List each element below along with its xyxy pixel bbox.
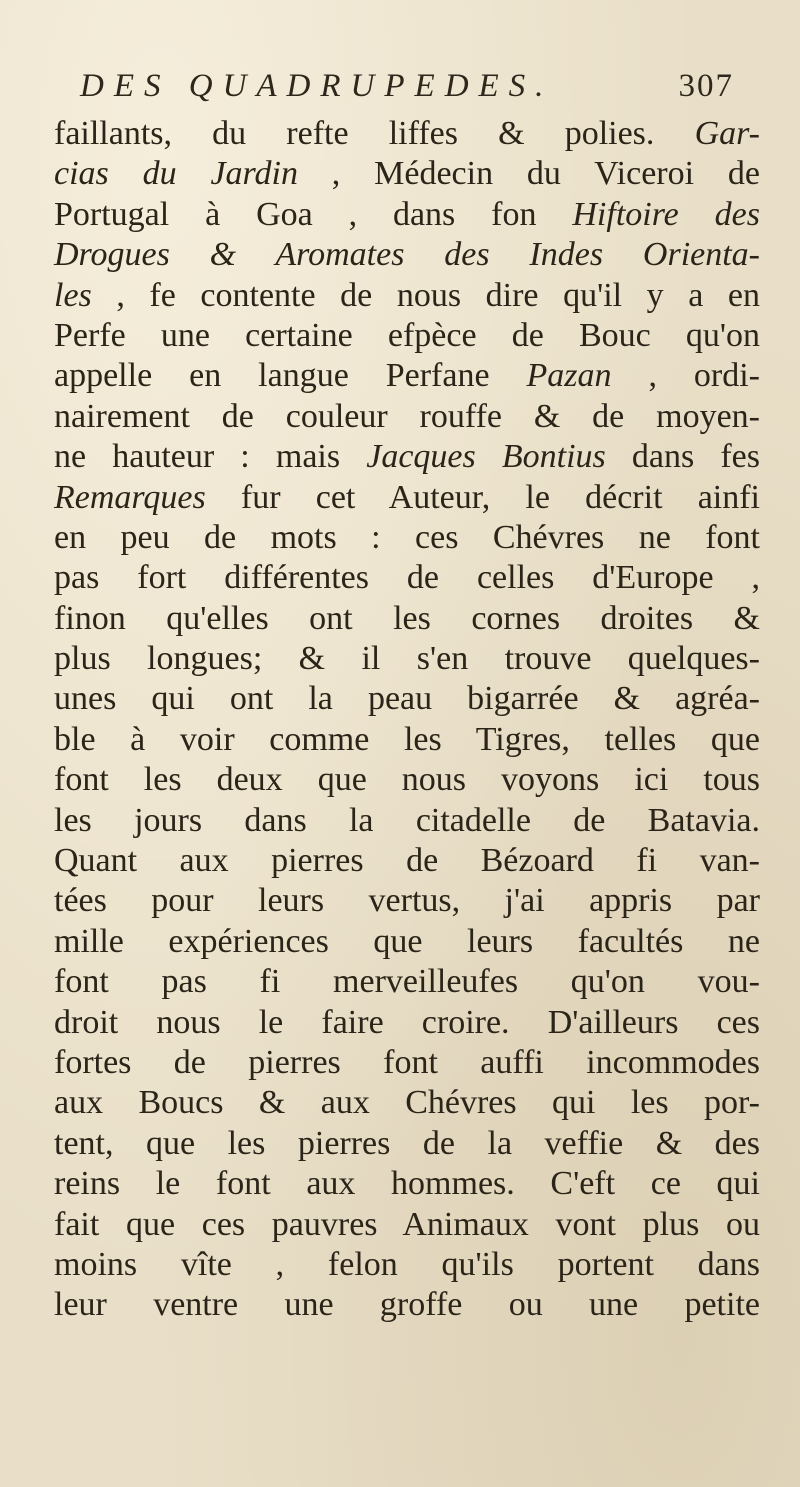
text-run: leur ventre une groffe ou une petite — [54, 1286, 760, 1324]
text-line — [54, 235, 760, 275]
text-run: moins vîte , felon qu'ils portent dans — [54, 1245, 760, 1283]
text-line — [54, 478, 760, 518]
text-run: reins le font aux hommes. C'eft ce qui — [54, 1165, 760, 1203]
text-run: finon qu'elles ont les cornes droites & — [54, 599, 760, 637]
text-line — [54, 1245, 760, 1285]
italic-text: cias du Jardin — [54, 155, 298, 193]
text-line — [54, 962, 760, 1002]
text-run: , Médecin du Viceroi de — [297, 155, 761, 193]
text-run: Portugal à Goa , dans fon — [54, 195, 573, 233]
text-run: droit nous le faire croire. D'ailleurs ces — [54, 1003, 760, 1041]
text-run: aux Boucs & aux Chévres qui les por- — [54, 1084, 760, 1122]
text-run: en peu de mots : ces Chévres ne font — [54, 518, 760, 556]
running-title: DES QUADRUPEDES. — [80, 68, 554, 104]
text-line — [54, 1003, 760, 1043]
text-line — [54, 760, 760, 800]
text-run: , fe contente de nous dire qu'il y a en — [91, 276, 760, 314]
text-line — [54, 397, 760, 437]
text-run: , ordi- — [611, 357, 761, 395]
text-line — [54, 154, 760, 194]
text-run: Perfe une certaine efpèce de Bouc qu'on — [54, 316, 760, 354]
text-run: ble à voir comme les Tigres, telles que — [54, 720, 760, 758]
text-line — [54, 195, 760, 235]
text-run: fortes de pierres font auffi incommodes — [54, 1043, 760, 1081]
text-run: font pas fi merveilleufes qu'on vou- — [54, 963, 760, 1001]
text-line — [54, 679, 760, 719]
text-run: mille expériences que leurs facultés ne — [54, 922, 760, 960]
text-run: fait que ces pauvres Animaux vont plus ou — [54, 1205, 760, 1243]
text-line — [54, 1083, 760, 1123]
text-line — [54, 1124, 760, 1164]
italic-text: les — [54, 276, 92, 314]
text-line — [54, 599, 760, 639]
text-line — [54, 1205, 760, 1245]
text-line — [54, 720, 760, 760]
text-line — [54, 518, 760, 558]
text-line — [54, 1285, 760, 1325]
text-run: tent, que les pierres de la veffie & des — [54, 1124, 760, 1162]
text-line — [54, 639, 760, 679]
text-line — [54, 922, 760, 962]
italic-text: Pazan — [526, 357, 612, 395]
text-run: appelle en langue Perfane — [54, 357, 527, 395]
text-line — [54, 114, 760, 154]
text-line — [54, 558, 760, 598]
text-line — [54, 881, 760, 921]
text-line — [54, 801, 760, 841]
text-run: dans fes — [605, 438, 760, 476]
text-run: fur cet Auteur, le décrit ainfi — [205, 478, 760, 516]
text-line — [54, 276, 760, 316]
text-run: ne hauteur : mais — [54, 438, 367, 476]
text-line — [54, 1164, 760, 1204]
text-line — [54, 841, 760, 881]
text-run: faillants, du refte liffes & polies. — [54, 115, 695, 152]
text-run: font les deux que nous voyons ici tous — [54, 761, 760, 799]
text-line — [54, 316, 760, 356]
italic-text: Gar- — [694, 115, 760, 152]
italic-text: Jacques Bontius — [366, 438, 606, 476]
text-run: pas fort différentes de celles d'Europe , — [54, 559, 760, 597]
italic-text: Drogues & Aromates des Indes Orienta- — [54, 236, 760, 274]
text-run: nairement de couleur rouffe & de moyen- — [54, 397, 760, 435]
text-run: unes qui ont la peau bigarrée & agréa- — [54, 680, 760, 718]
text-run: Quant aux pierres de Bézoard fi van- — [54, 842, 760, 880]
italic-text: Hiftoire des — [572, 195, 760, 233]
text-line — [54, 437, 760, 477]
italic-text: Remarques — [54, 478, 206, 516]
text-run: plus longues; & il s'en trouve quelques- — [54, 640, 760, 678]
body-text — [54, 114, 760, 1326]
text-line — [54, 356, 760, 396]
running-head — [54, 68, 760, 114]
text-run: tées pour leurs vertus, j'ai appris par — [54, 882, 760, 920]
text-line — [54, 1043, 760, 1083]
page-number: 307 — [678, 68, 734, 104]
text-run: les jours dans la citadelle de Batavia. — [54, 801, 760, 839]
